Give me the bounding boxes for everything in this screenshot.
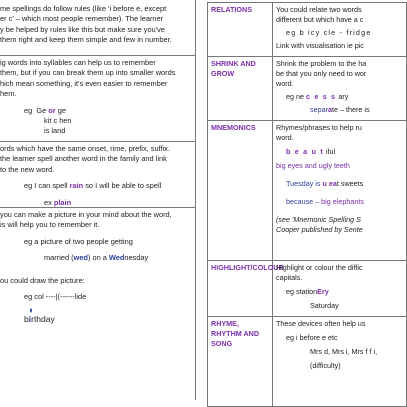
strategies-table xyxy=(207,2,407,407)
row-content: You could relate two words different but which have a c eg b icy cle - fridge Link with visualisation ie pic xyxy=(273,3,407,57)
text-line: ig words into syllables can help us to remember xyxy=(0,58,156,67)
row-content: Shrink the problem to the ha be that you only need to wor word. eg ne c e s s ary separate – there is xyxy=(273,57,407,121)
birthday-candle-icon xyxy=(28,307,34,315)
example-mrs-d: Mrs d, Mrs i, Mrs f f i, xyxy=(310,347,378,356)
row-content: These devices often help us eg i before e etc Mrs d, Mrs i, Mrs f f i, (difficulty) xyxy=(273,317,407,407)
row-heading: HIGHLIGHT/COLOUR xyxy=(208,261,273,317)
example-bicycle: eg b icy cle - fridge xyxy=(286,28,372,37)
example-necessary: eg ne c e s s ary xyxy=(286,92,349,101)
example-i-before-e: eg i before e etc xyxy=(286,333,338,342)
spelling-rules-cell xyxy=(0,0,196,56)
example-tuesday: Tuesday is u eat sweets xyxy=(286,179,364,188)
example-birthday: bi rthday xyxy=(0,314,192,324)
text-line: ou could draw the picture: xyxy=(0,275,85,285)
example-big-eyes: big eyes and ugly teeth xyxy=(276,161,350,170)
text-line: hich mean something, it's even easier to remember xyxy=(0,78,168,88)
text-line: them, but if you can break them up into smaller words xyxy=(0,68,176,78)
row-heading: RHYME, RHYTHM AND SONG xyxy=(208,317,273,407)
birthday-i-drawing: i xyxy=(29,314,31,324)
right-page xyxy=(207,0,400,400)
text-line: them right and keep them simple and few in number. xyxy=(0,35,172,45)
text-line: is will help you to remember it. xyxy=(0,220,100,230)
word-family-cell xyxy=(0,142,196,208)
text-line: to the new word. xyxy=(0,164,55,174)
example-because: because – big elephants xyxy=(286,197,364,206)
table-row xyxy=(208,317,407,407)
table-row xyxy=(208,121,407,261)
syllables-cell xyxy=(0,56,196,142)
left-page xyxy=(0,0,196,400)
text-line: the learner spell another word in the family and link xyxy=(0,154,167,164)
example-george: eg Ge or ge xyxy=(24,105,66,115)
text-line: ords which have the same onset, rime, prefix, suffix. xyxy=(0,144,170,153)
table-row xyxy=(208,261,407,317)
row-content: Highlight or colour the diffic capitals. eg stationEry Saturday xyxy=(273,261,407,317)
visualisation-cell xyxy=(0,208,196,400)
example-stationery: eg stationEry xyxy=(286,287,329,296)
text-line: me spellings do follow rules (like 'i before e, except xyxy=(0,4,167,13)
example-separate: separate – there is xyxy=(310,105,370,114)
example-saturday: Saturday xyxy=(310,301,339,310)
text-line: you can make a picture in your mind about the word, xyxy=(0,210,172,219)
table-row xyxy=(208,57,407,121)
text-line: er c' – which most people remember). The learner xyxy=(0,14,164,24)
example-rain: eg I can spell rain so I will be able to spell xyxy=(24,181,162,191)
example-collide: eg col ----|(------lide xyxy=(24,292,87,302)
row-heading: MNEMONICS xyxy=(208,121,273,261)
example-beautiful: b e a u t iful xyxy=(286,147,336,156)
text-line: y be helped by rules like this but make sure you've xyxy=(0,24,165,34)
row-heading: RELATIONS xyxy=(208,3,273,57)
text-line: hem. xyxy=(0,89,17,99)
example-wed-1: eg a picture of two people getting xyxy=(24,236,133,246)
example-plain: ex plain xyxy=(44,197,72,207)
table-row xyxy=(208,3,407,57)
row-heading: SHRINK AND GROW xyxy=(208,57,273,121)
example-difficulty: (difficulty) xyxy=(310,361,341,370)
row-content: Rhymes/phrases to help ru word. b e a u t iful big eyes and ugly teeth Tuesday is u eat sweets because – big elephants (see 'Mnemonic Spelling S Cooper published by Sente xyxy=(273,121,407,261)
example-wed-2: married (wed) on a Wednesday xyxy=(44,253,149,263)
example-island: is land xyxy=(44,126,66,136)
example-kitchen: kit c hen xyxy=(44,116,72,126)
